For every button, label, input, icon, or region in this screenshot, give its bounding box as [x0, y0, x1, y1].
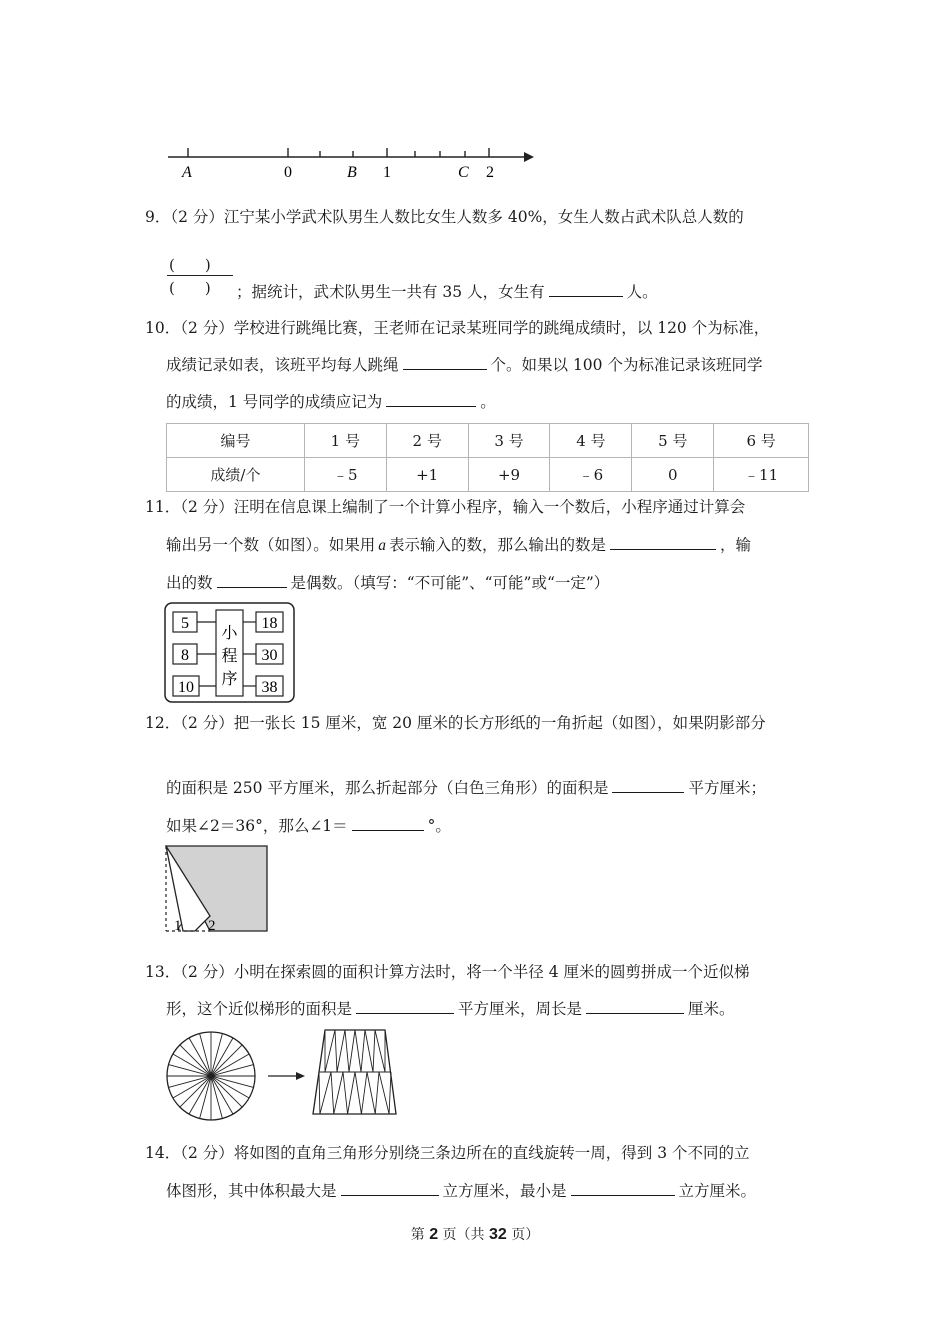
q9-girls-blank[interactable]	[549, 282, 623, 297]
score-table-value-row	[167, 458, 809, 492]
q9-text: 江宁某小学武术队男生人数比女生人数多 40%，女生人数占武术队总人数的	[223, 208, 744, 226]
q13-perimeter-blank[interactable]	[586, 999, 684, 1014]
q12-line2	[166, 778, 766, 798]
zigzag-line	[319, 1072, 391, 1114]
q13-line2-a: 形，这个近似梯形的面积是	[166, 1000, 353, 1018]
table-cell: +9	[468, 458, 550, 492]
q10-line3-b: 。	[480, 393, 496, 411]
table-cell: 成绩/个	[167, 458, 305, 492]
q10-score: （2 分）	[180, 319, 234, 337]
program-label-char: 程	[221, 646, 238, 665]
q10-average-blank[interactable]	[403, 355, 487, 370]
footer-page-number: 2	[429, 1226, 439, 1243]
output-value: 18	[261, 615, 278, 632]
label-A: A	[182, 164, 192, 181]
q9-score: （2 分）	[170, 208, 224, 226]
q11-line2-b: 表示输入的数，那么输出的数是	[389, 536, 607, 554]
q14-line1	[145, 1143, 750, 1163]
q14-line2-a: 体图形，其中体积最大是	[166, 1182, 337, 1200]
q11-line3-a: 出的数	[166, 574, 213, 592]
q14-line2-c: 立方厘米。	[678, 1182, 757, 1200]
input-value: 8	[181, 647, 189, 664]
q10-line3-a: 的成绩，1 号同学的成绩应记为	[166, 393, 383, 411]
q9-line2	[236, 282, 658, 302]
table-cell: 0	[632, 458, 714, 492]
q10-text: 学校进行跳绳比赛，王老师在记录某班同学的跳绳成绩时，以 120 个为标准，	[233, 319, 770, 337]
q13-score: （2 分）	[180, 963, 234, 981]
q9-line2-b: 人。	[626, 283, 658, 301]
label-2: 2	[486, 164, 494, 181]
footer-pre: 第	[410, 1227, 425, 1243]
output-value: 38	[261, 679, 278, 696]
table-cell: 3 号	[468, 424, 550, 458]
footer-mid: 页（共	[442, 1227, 485, 1243]
q11-text: 汪明在信息课上编制了一个计算小程序，输入一个数后，小程序通过计算会	[233, 498, 746, 516]
q11-number: 11．	[145, 498, 181, 516]
q9-number: 9．	[145, 208, 171, 226]
label-1: 1	[383, 164, 391, 181]
q10-line3	[166, 392, 496, 412]
q10-line2-a: 成绩记录如表，该班平均每人跳绳	[166, 356, 399, 374]
footer-total-pages: 32	[489, 1226, 507, 1243]
q14-number: 14．	[145, 1144, 181, 1162]
q11-even-blank[interactable]	[217, 573, 287, 588]
label-0: 0	[284, 164, 292, 181]
q12-text: 把一张长 15 厘米，宽 20 厘米的长方形纸的一角折起（如图），如果阴影部分	[233, 714, 766, 732]
q9-fraction[interactable]	[165, 254, 237, 300]
q13-text: 小明在探索圆的面积计算方法时，将一个半径 4 厘米的圆剪拼成一个近似梯	[233, 963, 750, 981]
table-cell: ﹣6	[550, 458, 632, 492]
table-cell: ﹣11	[714, 458, 809, 492]
q10-number: 10．	[145, 319, 181, 337]
number-line-arrow	[524, 152, 534, 162]
program-label-char: 序	[221, 669, 238, 688]
score-table	[166, 423, 809, 492]
page-footer	[0, 1224, 950, 1244]
q11-line2	[166, 535, 751, 556]
input-value: 10	[178, 679, 194, 696]
q11-line3-b: 是偶数。（填写：“不可能”、“可能”或“一定”）	[290, 574, 610, 592]
table-cell: 1 号	[304, 424, 386, 458]
q12-line3	[166, 816, 451, 836]
q11-line3	[166, 573, 609, 593]
folded-paper-figure	[163, 844, 271, 934]
q13-line2	[166, 999, 735, 1019]
output-value: 30	[261, 647, 278, 664]
table-cell: ﹣5	[304, 458, 386, 492]
q14-max-blank[interactable]	[341, 1181, 439, 1196]
q13-number: 13．	[145, 963, 181, 981]
q9-line2-a: ；据统计，武术队男生一共有 35 人，女生有	[236, 283, 545, 301]
table-cell: +1	[386, 458, 468, 492]
q11-variable-a: a	[378, 537, 387, 554]
q12-angle-blank[interactable]	[352, 816, 424, 831]
footer-post: 页）	[511, 1227, 540, 1243]
angle-label-1: 1	[174, 918, 182, 934]
program-label-char: 小	[221, 623, 238, 642]
q14-line2	[166, 1181, 756, 1201]
q10-line1	[145, 318, 769, 338]
table-cell: 6 号	[714, 424, 809, 458]
q12-line3-a: 如果∠2＝36°，那么∠1＝	[166, 817, 348, 835]
table-cell: 2 号	[386, 424, 468, 458]
input-value: 5	[181, 615, 189, 632]
label-C: C	[458, 164, 469, 181]
q12-number: 12．	[145, 714, 181, 732]
transform-arrow-head	[296, 1072, 305, 1080]
q11-score: （2 分）	[180, 498, 234, 516]
q14-score: （2 分）	[180, 1144, 234, 1162]
q12-line2-b: 平方厘米；	[688, 779, 766, 797]
q13-line1	[145, 962, 750, 982]
q11-line2-c: ，输	[720, 536, 752, 554]
circle-sector-lines	[167, 1032, 255, 1120]
q13-line2-c: 厘米。	[688, 1000, 735, 1018]
q12-line3-b: °。	[427, 817, 451, 835]
q12-score: （2 分）	[180, 714, 234, 732]
q12-area-blank[interactable]	[612, 778, 684, 793]
table-cell: 编号	[167, 424, 305, 458]
q9-frac-bar	[167, 275, 233, 276]
q13-line2-b: 平方厘米，周长是	[458, 1000, 583, 1018]
label-B: B	[347, 164, 357, 181]
q12-line2-a: 的面积是 250 平方厘米，那么折起部分（白色三角形）的面积是	[166, 779, 609, 797]
circle-to-trapezoid-figure	[164, 1028, 404, 1128]
zigzag-line	[325, 1030, 385, 1072]
q11-line1	[145, 497, 745, 517]
table-cell: 5 号	[632, 424, 714, 458]
q13-area-blank[interactable]	[356, 999, 454, 1014]
angle-label-2: 2	[208, 918, 216, 934]
q12-line1	[145, 713, 766, 733]
q10-line2-b: 个。如果以 100 个为标准记录该班同学	[490, 356, 763, 374]
q11-output-blank[interactable]	[610, 535, 716, 550]
q9-line1	[145, 207, 744, 227]
number-line-figure	[160, 140, 550, 185]
q9-frac-numerator: ( )	[169, 256, 211, 274]
q14-text: 将如图的直角三角形分别绕三条边所在的直线旋转一周，得到 3 个不同的立	[233, 1144, 750, 1162]
table-cell: 4 号	[550, 424, 632, 458]
q9-frac-denominator: ( )	[169, 279, 211, 297]
q11-line2-a: 输出另一个数（如图）。如果用	[166, 536, 376, 554]
q10-record-blank[interactable]	[386, 392, 476, 407]
program-diagram	[164, 602, 296, 704]
q14-line2-b: 立方厘米，最小是	[442, 1182, 567, 1200]
q14-min-blank[interactable]	[571, 1181, 675, 1196]
q10-line2	[166, 355, 762, 375]
score-table-header-row	[167, 424, 809, 458]
